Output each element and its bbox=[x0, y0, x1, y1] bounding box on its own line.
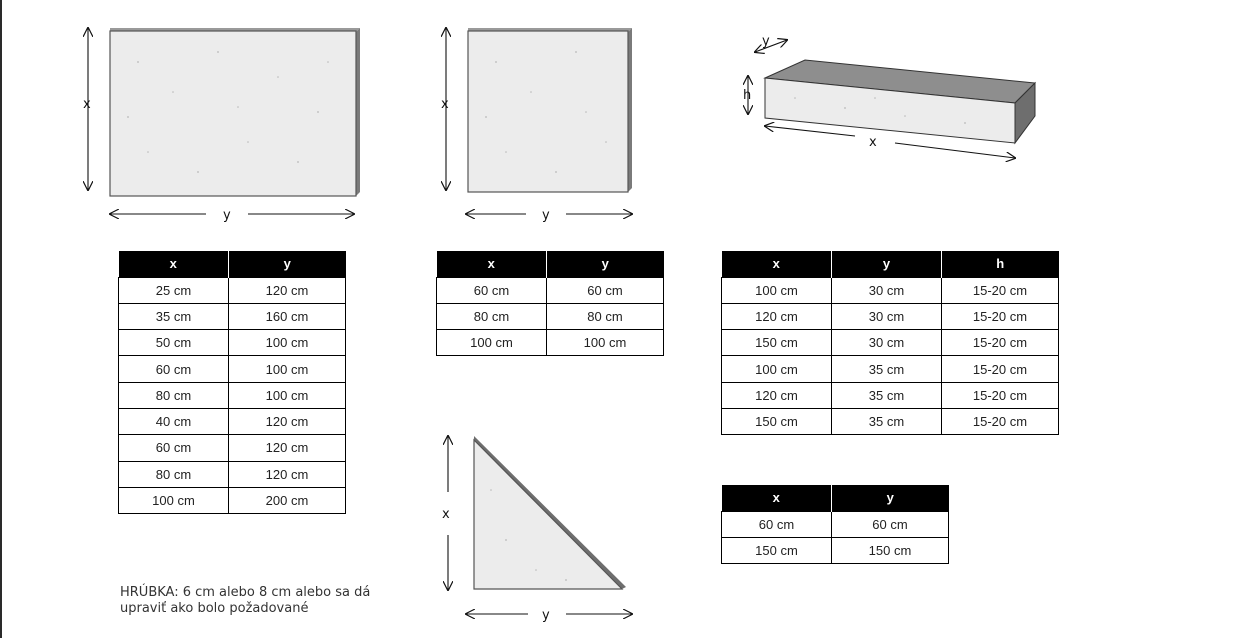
column-header-h: h bbox=[942, 251, 1059, 277]
table-row bbox=[722, 277, 1059, 303]
table-cell: 15-20 cm bbox=[942, 408, 1059, 434]
table-cell: 100 cm bbox=[722, 277, 832, 303]
table-row bbox=[119, 435, 346, 461]
table-cell: 15-20 cm bbox=[942, 330, 1059, 356]
table-cell: 60 cm bbox=[119, 356, 229, 382]
table-cell: 100 cm bbox=[547, 330, 664, 356]
table-cell: 60 cm bbox=[437, 277, 547, 303]
table-cell: 100 cm bbox=[229, 356, 346, 382]
table-row bbox=[119, 461, 346, 487]
h-label: h bbox=[743, 88, 752, 103]
table-cell: 35 cm bbox=[832, 382, 942, 408]
table-row bbox=[437, 277, 664, 303]
table-row bbox=[722, 382, 1059, 408]
block-size-table bbox=[721, 251, 1059, 435]
slab-side-edge bbox=[356, 28, 360, 196]
table-cell: 60 cm bbox=[832, 511, 949, 537]
table-cell: 60 cm bbox=[119, 435, 229, 461]
table-cell: 50 cm bbox=[119, 330, 229, 356]
table-cell: 15-20 cm bbox=[942, 382, 1059, 408]
table-cell: 15-20 cm bbox=[942, 303, 1059, 329]
triangle-size-table bbox=[721, 485, 949, 564]
table-row bbox=[722, 511, 949, 537]
column-header-x: x bbox=[119, 251, 229, 277]
table-cell: 150 cm bbox=[722, 330, 832, 356]
table-row bbox=[119, 408, 346, 434]
table-row bbox=[119, 303, 346, 329]
table-cell: 35 cm bbox=[832, 356, 942, 382]
table-cell: 100 cm bbox=[229, 382, 346, 408]
table-cell: 150 cm bbox=[832, 537, 949, 563]
table-cell: 150 cm bbox=[722, 408, 832, 434]
column-header-y: y bbox=[547, 251, 664, 277]
table-cell: 100 cm bbox=[437, 330, 547, 356]
table-cell: 160 cm bbox=[229, 303, 346, 329]
y-dimension-arrow bbox=[755, 40, 787, 52]
table-row bbox=[722, 356, 1059, 382]
x-label: x bbox=[442, 507, 450, 522]
table-cell: 100 cm bbox=[722, 356, 832, 382]
table-cell: 30 cm bbox=[832, 303, 942, 329]
table-cell: 120 cm bbox=[722, 303, 832, 329]
x-label: x bbox=[441, 97, 449, 112]
table-cell: 120 cm bbox=[722, 382, 832, 408]
slab-face bbox=[468, 31, 628, 192]
y-label: y bbox=[542, 608, 550, 623]
table-header-row bbox=[119, 251, 346, 277]
table-cell: 120 cm bbox=[229, 461, 346, 487]
thickness-note: HRÚBKA: 6 cm alebo 8 cm alebo sa dá upraviť ako bolo požadované bbox=[120, 585, 371, 616]
table-cell: 200 cm bbox=[229, 487, 346, 513]
table-cell: 30 cm bbox=[832, 330, 942, 356]
x-label: x bbox=[83, 97, 91, 112]
table-cell: 120 cm bbox=[229, 408, 346, 434]
column-header-x: x bbox=[437, 251, 547, 277]
table-cell: 15-20 cm bbox=[942, 277, 1059, 303]
table-row bbox=[119, 356, 346, 382]
triangle-face bbox=[474, 440, 622, 589]
table-row bbox=[119, 487, 346, 513]
table-header-row bbox=[722, 251, 1059, 277]
slab-face bbox=[110, 31, 356, 196]
table-cell: 150 cm bbox=[722, 537, 832, 563]
table-cell: 100 cm bbox=[119, 487, 229, 513]
y-label: y bbox=[223, 208, 231, 223]
table-row bbox=[119, 277, 346, 303]
table-cell: 80 cm bbox=[437, 303, 547, 329]
rectangle-size-table bbox=[118, 251, 346, 514]
table-header-row bbox=[437, 251, 664, 277]
table-row bbox=[437, 330, 664, 356]
table-row bbox=[722, 408, 1059, 434]
table-cell: 100 cm bbox=[229, 330, 346, 356]
table-cell: 40 cm bbox=[119, 408, 229, 434]
square-slab-figure bbox=[436, 22, 641, 232]
column-header-y: y bbox=[229, 251, 346, 277]
table-cell: 60 cm bbox=[547, 277, 664, 303]
table-cell: 25 cm bbox=[119, 277, 229, 303]
table-cell: 120 cm bbox=[229, 435, 346, 461]
y-label: y bbox=[762, 34, 770, 49]
column-header-y: y bbox=[832, 485, 949, 511]
table-cell: 80 cm bbox=[119, 382, 229, 408]
x-label: x bbox=[869, 135, 877, 150]
table-row bbox=[722, 330, 1059, 356]
table-cell: 120 cm bbox=[229, 277, 346, 303]
block-figure bbox=[735, 28, 1045, 168]
y-label: y bbox=[542, 208, 550, 223]
rectangle-slab-figure bbox=[78, 22, 368, 232]
table-cell: 15-20 cm bbox=[942, 356, 1059, 382]
table-row bbox=[119, 330, 346, 356]
column-header-x: x bbox=[722, 251, 832, 277]
table-cell: 35 cm bbox=[832, 408, 942, 434]
page-left-border bbox=[0, 0, 2, 638]
table-cell: 80 cm bbox=[119, 461, 229, 487]
table-cell: 30 cm bbox=[832, 277, 942, 303]
column-header-x: x bbox=[722, 485, 832, 511]
column-header-y: y bbox=[832, 251, 942, 277]
table-cell: 80 cm bbox=[547, 303, 664, 329]
table-cell: 60 cm bbox=[722, 511, 832, 537]
table-cell: 35 cm bbox=[119, 303, 229, 329]
table-row bbox=[722, 303, 1059, 329]
table-row bbox=[437, 303, 664, 329]
table-row bbox=[722, 537, 949, 563]
triangle-figure bbox=[436, 430, 641, 630]
square-size-table bbox=[436, 251, 664, 356]
table-row bbox=[119, 382, 346, 408]
table-header-row bbox=[722, 485, 949, 511]
